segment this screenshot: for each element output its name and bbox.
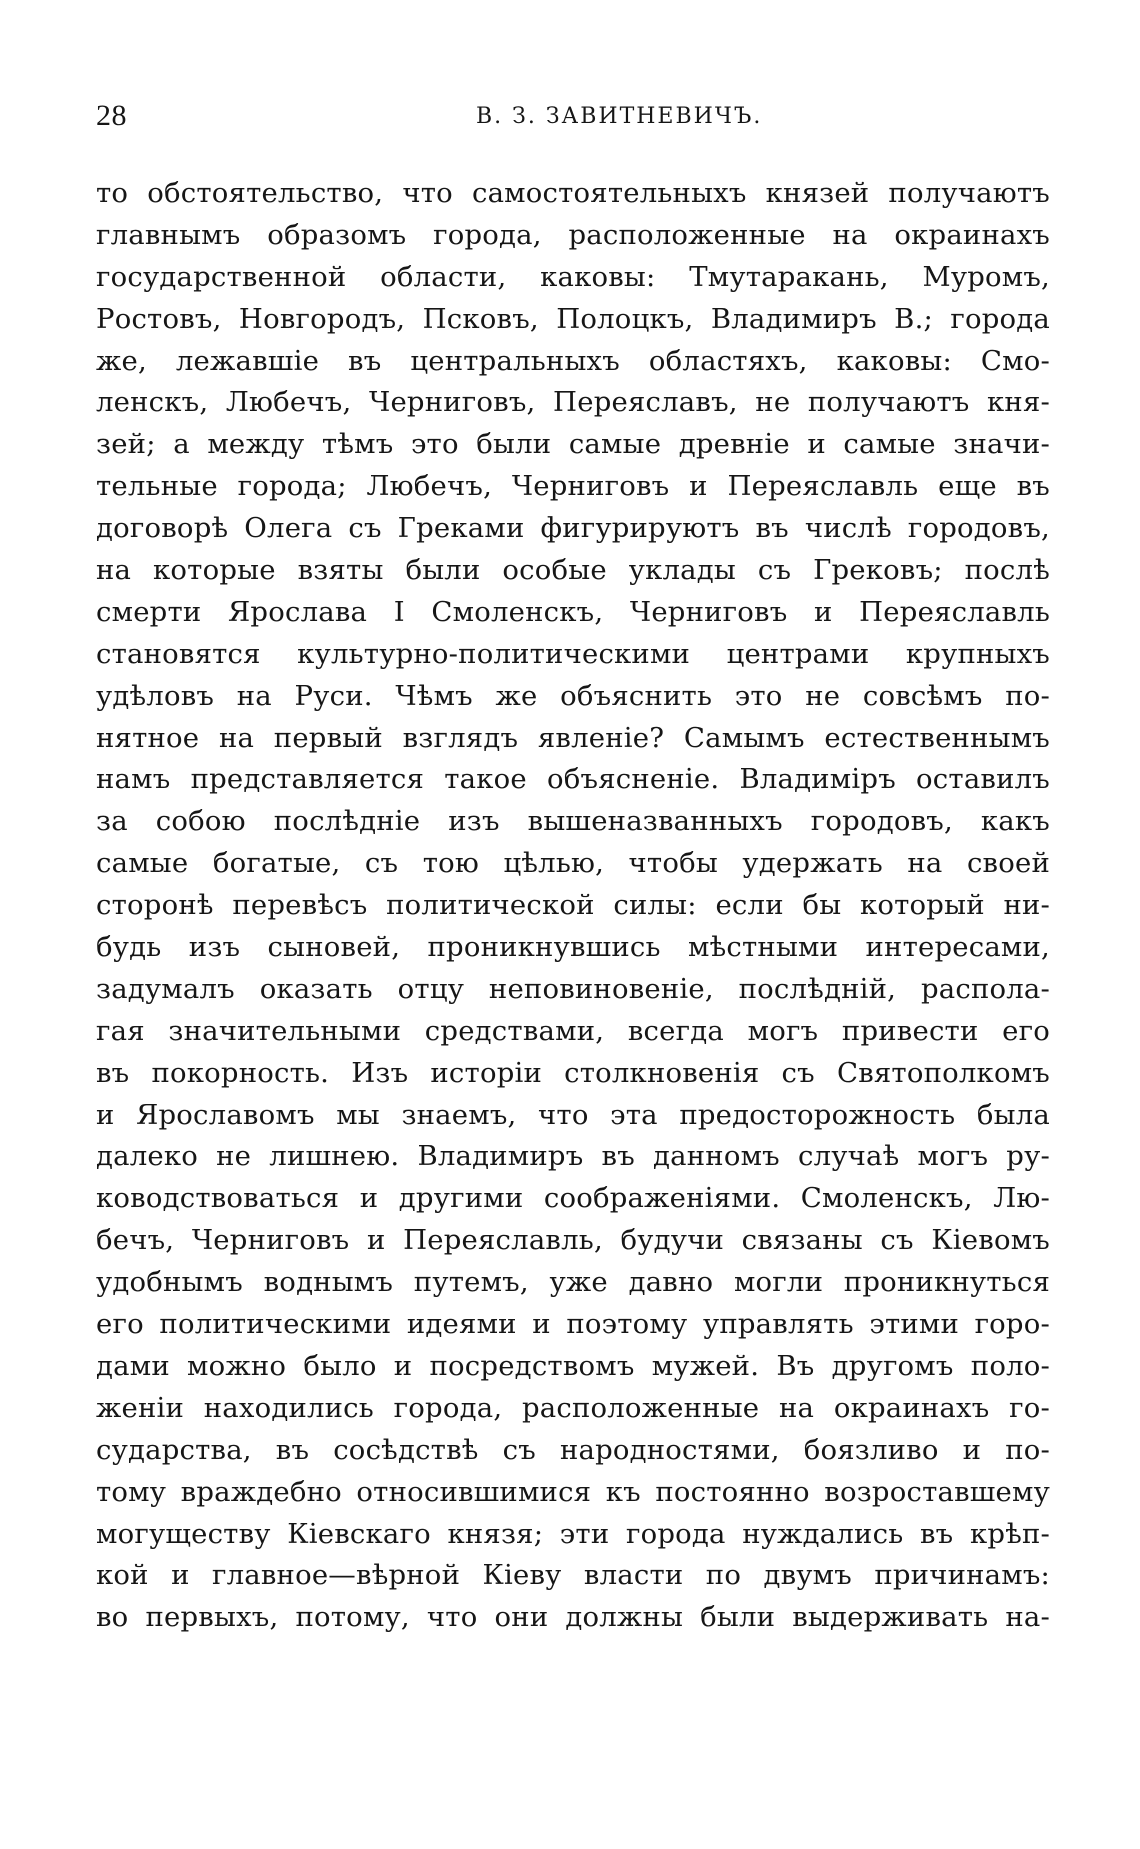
page-number: 28	[96, 99, 127, 132]
text-line: и Ярославомъ мы знаемъ, что эта предосторожность была	[96, 1098, 1050, 1131]
body-text	[96, 173, 1050, 1639]
running-head	[96, 96, 1062, 136]
text-line: бечъ, Черниговъ и Переяславль, будучи связаны съ Кіевомъ	[96, 1224, 1050, 1257]
text-line: государственной области, каковы: Тмутаракань, Муромъ,	[96, 260, 1050, 293]
text-line: самые богатые, съ тою цѣлью, чтобы удержать на своей	[96, 847, 1050, 880]
text-line: договорѣ Олега съ Греками фигурируютъ въ числѣ городовъ,	[96, 512, 1050, 545]
text-line: будь изъ сыновей, проникнувшись мѣстными интересами,	[96, 931, 1050, 964]
text-line: ленскъ, Любечъ, Черниговъ, Переяславъ, не получаютъ кня-	[96, 386, 1050, 419]
text-line: удобнымъ воднымъ путемъ, уже давно могли проникнуться	[96, 1266, 1050, 1299]
text-line: же, лежавшіе въ центральныхъ областяхъ, каковы: Смо-	[96, 344, 1050, 377]
text-line: въ покорность. Изъ исторіи столкновенія съ Святополкомъ	[96, 1056, 1050, 1089]
text-line: задумалъ оказать отцу неповиновеніе, послѣдній, распола-	[96, 972, 1050, 1005]
text-line: тельные города; Любечъ, Черниговъ и Переяславль еще въ	[96, 470, 1050, 503]
text-line: за собою послѣдніе изъ вышеназванныхъ городовъ, какъ	[96, 805, 1050, 838]
text-line: ководствоваться и другими соображеніями. Смоленскъ, Лю-	[96, 1182, 1050, 1215]
text-line: смерти Ярослава I Смоленскъ, Черниговъ и Переяславль	[96, 595, 1050, 628]
text-line: сторонѣ перевѣсъ политической силы: если бы который ни-	[96, 889, 1050, 922]
text-line: кой и главное—вѣрной Кіеву власти по двумъ причинамъ:	[96, 1559, 1050, 1592]
text-line: зей; а между тѣмъ это были самые древніе и самые значи-	[96, 428, 1050, 461]
text-line: тому враждебно относившимися къ постоянно возроставшему	[96, 1475, 1050, 1508]
text-line: во первыхъ, потому, что они должны были выдерживать на-	[96, 1601, 1050, 1634]
text-line: Ростовъ, Новгородъ, Псковъ, Полоцкъ, Владимиръ В.; города	[96, 302, 1050, 335]
text-line: на которые взяты были особые уклады съ Грековъ; послѣ	[96, 554, 1050, 587]
text-line: дами можно было и посредствомъ мужей. Въ другомъ поло-	[96, 1349, 1050, 1382]
text-line: сударства, въ сосѣдствѣ съ народностями, боязливо и по-	[96, 1433, 1050, 1466]
text-line: далеко не лишнею. Владимиръ въ данномъ случаѣ могъ ру-	[96, 1140, 1050, 1173]
running-title: В. З. ЗАВИТНЕВИЧЪ.	[476, 104, 763, 129]
text-line: женіи находились города, расположенные на окраинахъ го-	[96, 1391, 1050, 1424]
text-line: могуществу Кіевскаго князя; эти города нуждались въ крѣп-	[96, 1517, 1050, 1550]
text-line: то обстоятельство, что самостоятельныхъ князей получаютъ	[96, 177, 1050, 209]
text-line: намъ представляется такое объясненіе. Владиміръ оставилъ	[96, 763, 1050, 796]
text-line: становятся культурно-политическими центрами крупныхъ	[96, 637, 1050, 670]
text-line: его политическими идеями и поэтому управлять этими горо-	[96, 1308, 1050, 1341]
text-line: главнымъ образомъ города, расположенные на окраинахъ	[96, 218, 1050, 251]
text-line: гая значительными средствами, всегда могъ привести его	[96, 1014, 1050, 1047]
text-line: удѣловъ на Руси. Чѣмъ же объяснить это не совсѣмъ по-	[96, 679, 1050, 712]
text-line: нятное на первый взглядъ явленіе? Самымъ естественнымъ	[96, 721, 1050, 754]
